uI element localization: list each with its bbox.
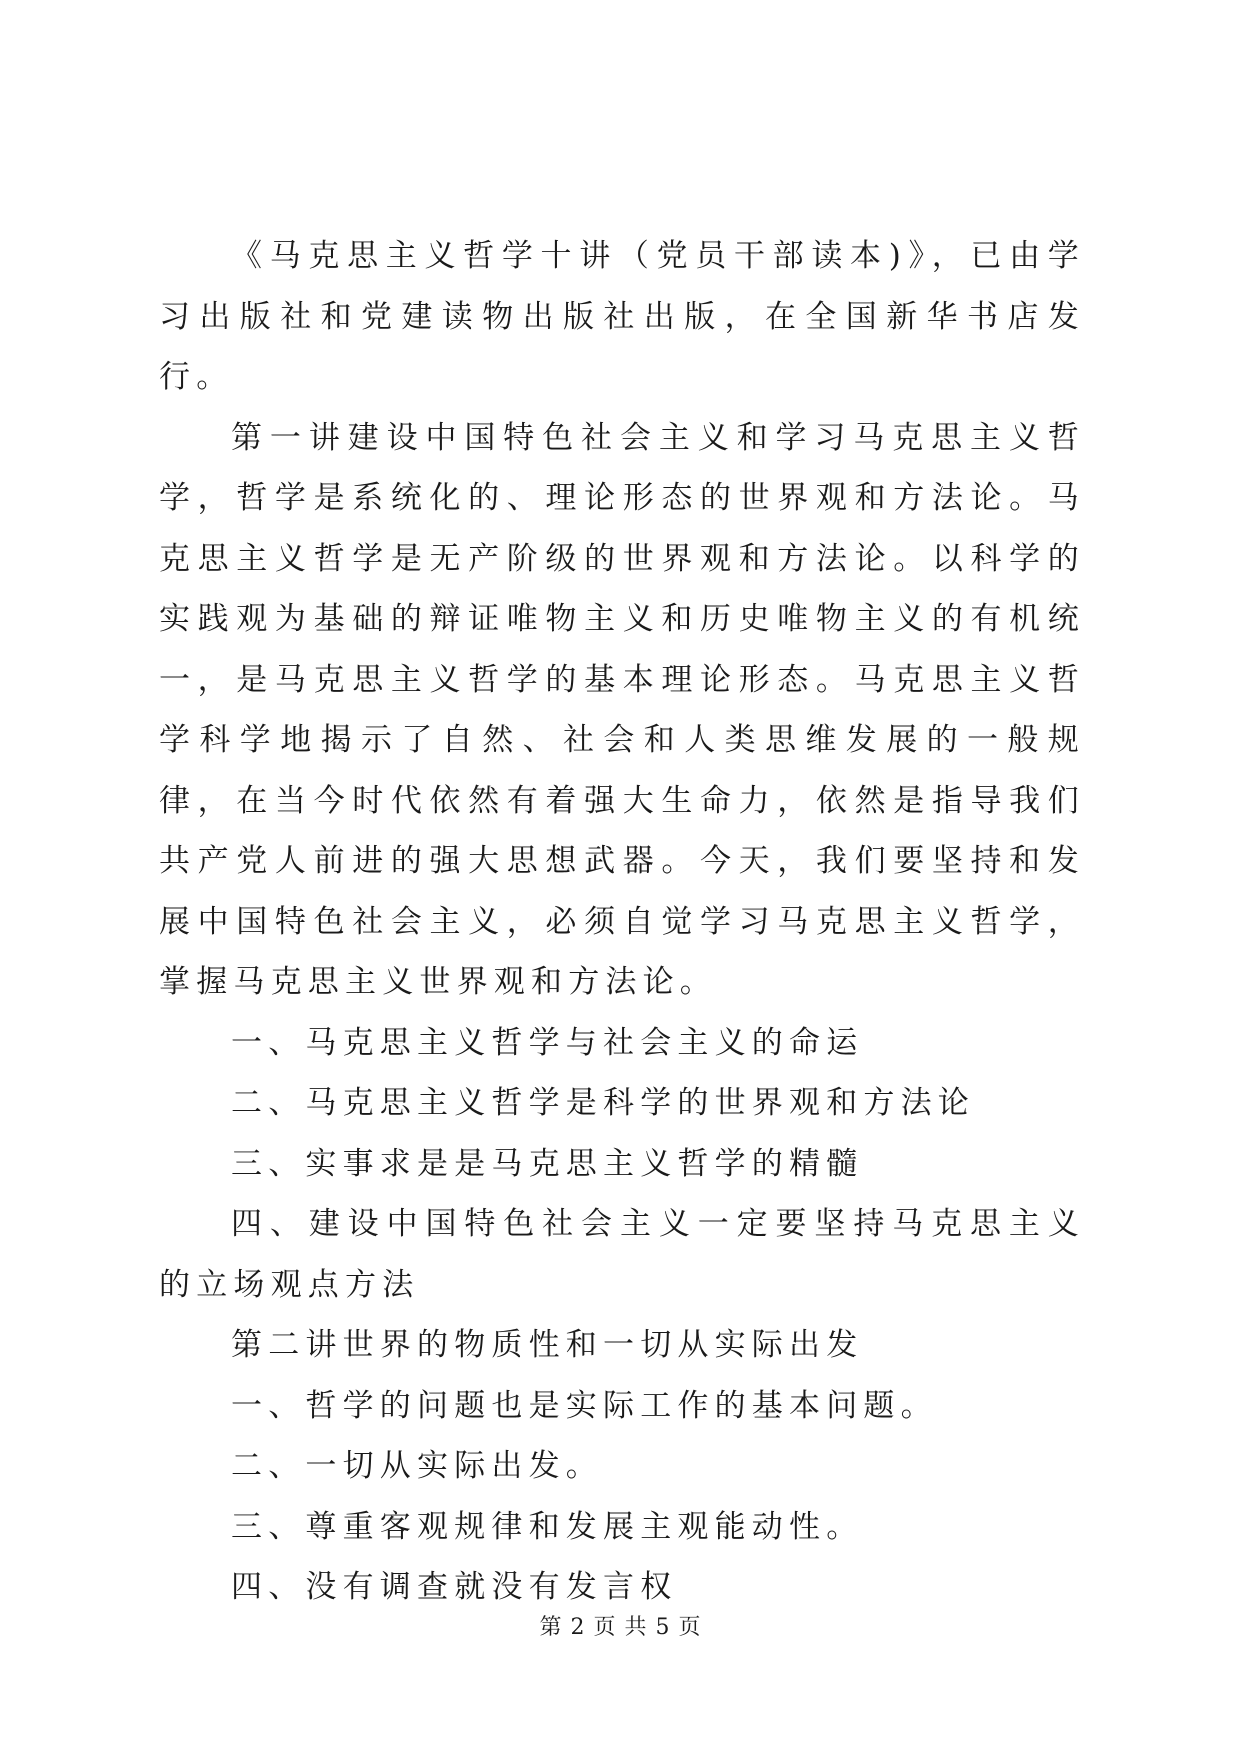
list-item: 三、实事求是是马克思主义哲学的精髓 — [231, 1145, 864, 1182]
list-item: 二、马克思主义哲学是科学的世界观和方法论 — [231, 1085, 975, 1121]
list-item: 二、一切从实际出发。 — [231, 1448, 603, 1484]
list-item: 四、没有调查就没有发言权 — [231, 1569, 678, 1605]
list-item: 一、马克思主义哲学与社会主义的命运 — [231, 1024, 864, 1061]
document-body — [159, 226, 1085, 1618]
list-item: 三、尊重客观规律和发展主观能动性。 — [231, 1508, 864, 1545]
page-number-footer: 第 2 页 共 5 页 — [539, 1615, 702, 1640]
lecture-two-heading: 第二讲世界的物质性和一切从实际出发 — [231, 1327, 864, 1363]
list-item: 四、建设中国特色社会主义一定要坚持马克思主义的立场观点方法 — [159, 1206, 1085, 1303]
lecture-one-paragraph: 第一讲建设中国特色社会主义和学习马克思主义哲学，哲学是系统化的、理论形态的世界观和方法论。马克思主义哲学是无产阶级的世界观和方法论。以科学的实践观为基础的辩证唯物主义和历史唯物主义的有机统一，是马克思主义哲学的基本理论形态。马克思主义哲学科学地揭示了自然、社会和人类思维发展的一般规律，在当今时代依然有着强大生命力，依然是指导我们共产党人前进的强大思想武器。今天，我们要坚持和发展中国特色社会主义，必须自觉学习马克思主义哲学，掌握马克思主义世界观和方法论。 — [159, 419, 1085, 1000]
list-item: 一、哲学的问题也是实际工作的基本问题。 — [231, 1387, 938, 1424]
intro-paragraph: 《马克思主义哲学十讲（党员干部读本)》，已由学习出版社和党建读物出版社出版，在全国新华书店发行。 — [159, 238, 1085, 395]
